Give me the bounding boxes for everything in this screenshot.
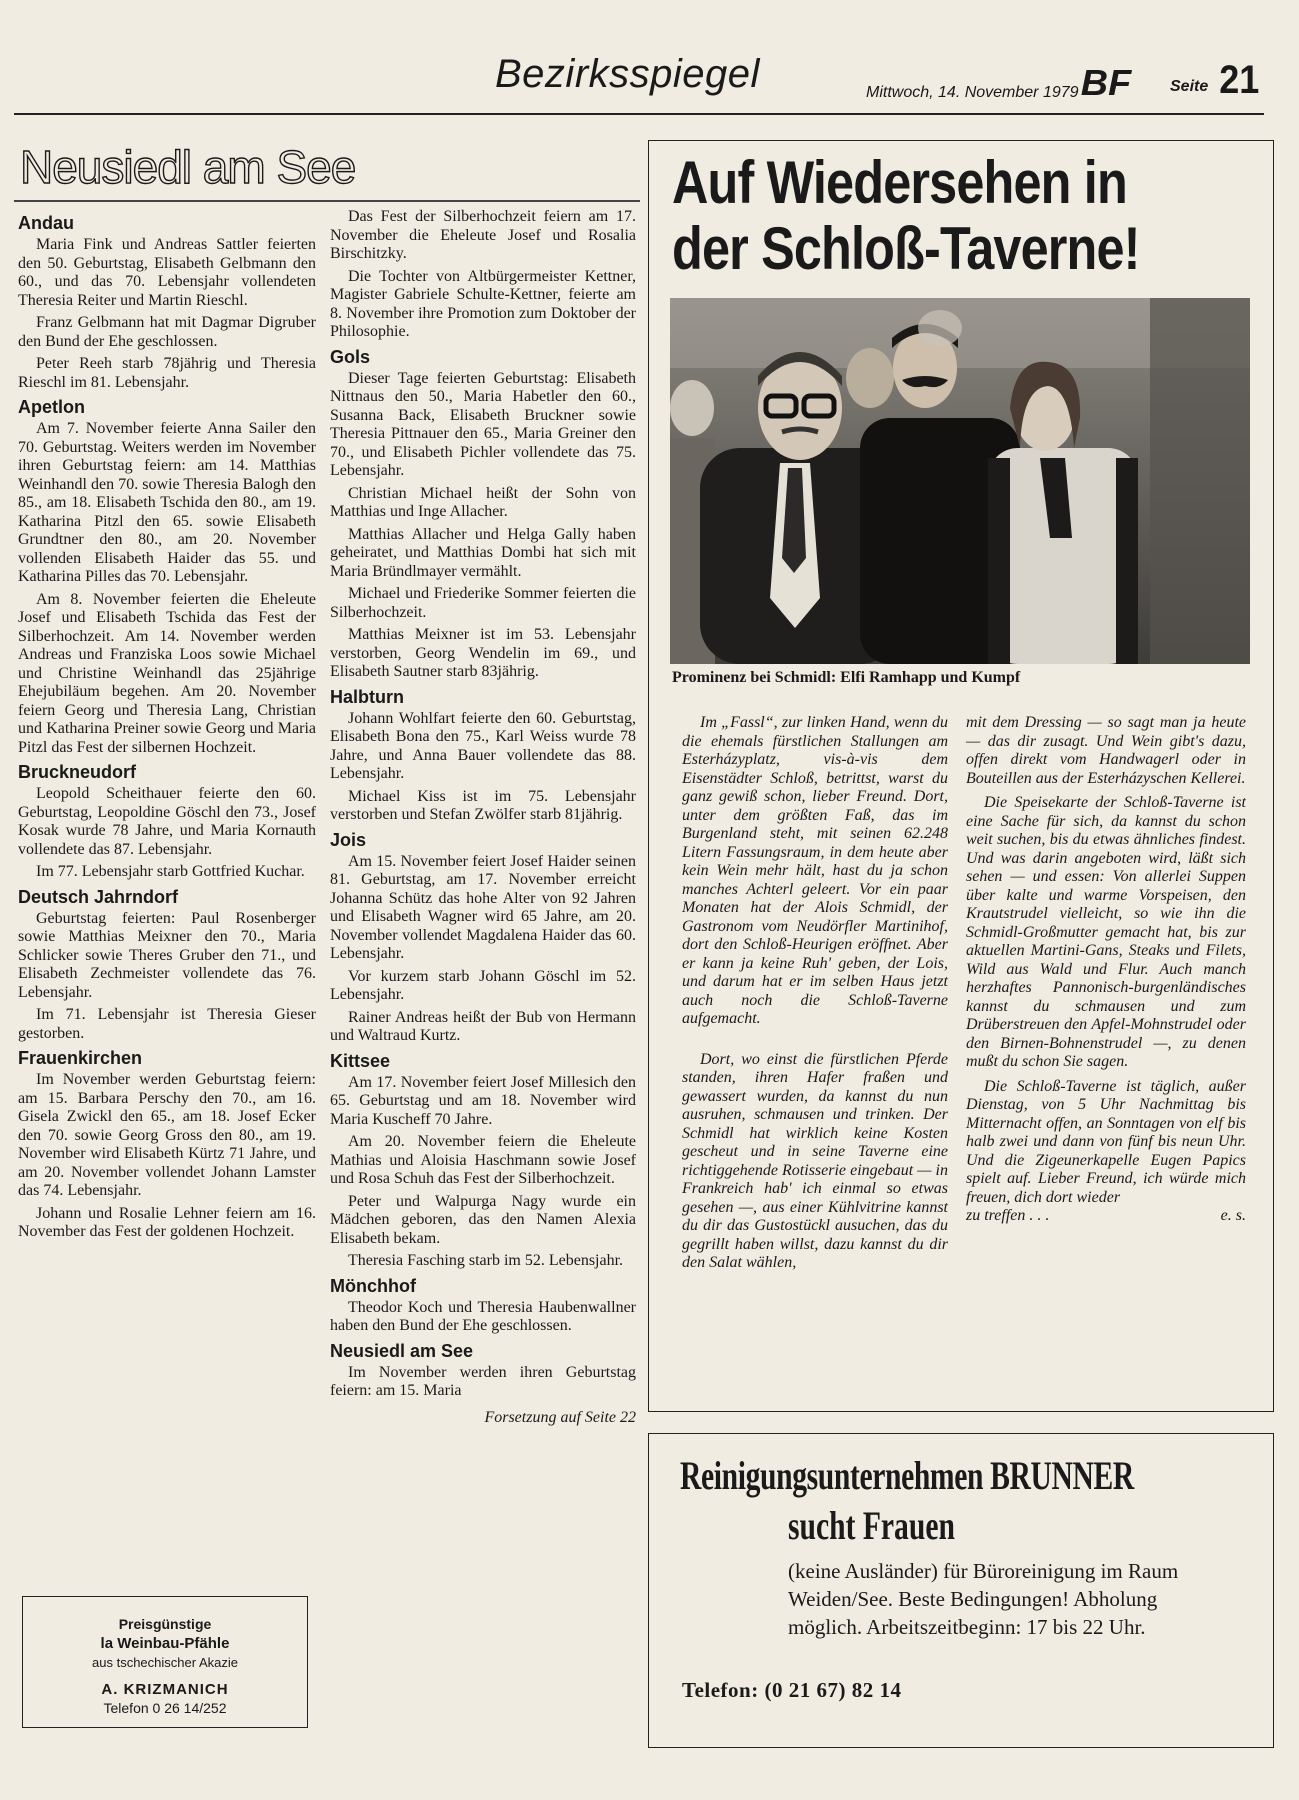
paragraph: Vor kurzem starb Johann Göschl im 52. Lebensjahr. (330, 967, 636, 1003)
news-column-1 (18, 208, 316, 1246)
heading-gols: Gols (330, 346, 371, 367)
paragraph: Am 20. November feiern die Eheleute Mathias und Aloisia Haschmann sowie Josef und Rosa Schuh das Fest der Silberhochzeit. (330, 1133, 636, 1187)
paragraph: Am 15. November feiert Josef Haider seinen 81. Geburtstag, am 17. November erreicht Johanna Schütz das hohe Alter von 92 Jahren und Elisabeth Wagner wird 65 Jahre, am 20. November vollendet Magdalena Haider das 60. Lebensjahr. (330, 852, 636, 962)
photo-caption: Prominenz bei Schmidl: Elfi Ramhapp und Kumpf (672, 669, 1021, 686)
paragraph: Matthias Meixner ist im 53. Lebensjahr verstorben, Georg Wendelin im 69., und Elisabeth Sautner starb 83jährig. (330, 626, 636, 680)
paragraph: Michael Kiss ist im 75. Lebensjahr verstorben und Stefan Zwölfer starb 81jährig. (330, 787, 636, 823)
ad-line: Preisgünstige (118, 1616, 212, 1632)
section-title: Neusiedl am See (20, 141, 356, 193)
author-signature: e. s. (1220, 1207, 1246, 1224)
paragraph: Leopold Scheithauer feierte den 60. Geburtstag, Leopoldine Göschl den 73., Josef Kosak wurde 78 Jahre, und Maria Kornauth vollendete das 87. Lebensjahr. (18, 785, 316, 858)
ad-phone: Telefon 0 26 14/252 (103, 1700, 227, 1716)
heading-frauenkirchen: Frauenkirchen (18, 1048, 143, 1068)
paragraph: Christian Michael heißt der Sohn von Matthias und Inge Allacher. (330, 484, 636, 520)
paragraph: Peter und Walpurga Nagy wurde ein Mädchen geboren, das den Namen Alexia Elisabeth bekam. (330, 1192, 636, 1247)
header-title: Bezirksspiegel (495, 52, 760, 96)
paragraph: Dieser Tage feierten Geburtstag: Elisabeth Nittnaus den 50., Maria Habetler den 60., Susanna Back, Elisabeth Bruckner sowie Theresia Pittnauer den 65., Maria Greiner den 70., und Elisabeth Pichler vollendete das 75. Lebensjahr. (330, 369, 636, 479)
ad-line: la Weinbau-Pfähle (100, 1635, 230, 1652)
paragraph: Am 7. November feierte Anna Sailer den 70. Geburtstag. Weiters werden im November ihren Geburtstag feiern: am 14. Matthias Weinhandl den 70. sowie Theresia Balogh den 85., am 18. Elisabeth Tschida den 80., am 19. Katharina Pitzl den 65. sowie Elisabeth Grundtner den 80., am 20. November vollenden Elisabeth Haider das 55. und Katharina Pilles das 70. Lebensjahr. (18, 420, 316, 585)
paragraph: Rainer Andreas heißt der Bub von Hermann und Waltraud Kurtz. (330, 1008, 636, 1044)
continuation-note: Forsetzung auf Seite 22 (484, 1408, 636, 1426)
paragraph: Dort, wo einst die fürstlichen Pferde standen, ihren Hafer fraßen und gewassert wurden, da kannst du nun ausruhen, schmausen und trinken. Der Schmidl hat wirklich keine Kosten gescheut und in seine Taverne eine richtiggehende Rotisserie eingebaut — in Frankreich hab' ich einmal so etwas gesehen —, aus einer Kühlvitrine kannst du dir das Gustostückl ausuchen, das du gegrillt haben willst, dazu kannst du dir den Salat wählen, (682, 1050, 948, 1271)
paragraph: Am 17. November feiert Josef Millesich den 65. Geburtstag und am 18. November wird Maria Kuscheff 70 Jahre. (330, 1073, 636, 1128)
paragraph: Theodor Koch und Theresia Haubenwallner haben den Bund der Ehe geschlossen. (330, 1298, 636, 1334)
heading-kittsee: Kittsee (330, 1050, 391, 1071)
paragraph: Franz Gelbmann hat mit Dagmar Digruber den Bund der Ehe geschlossen. (18, 314, 316, 350)
headline-line: Auf Wiedersehen in (672, 149, 1127, 216)
ad-headline: Reinigungsunternehmen BRUNNER (680, 1453, 1134, 1498)
paragraph: Die Tochter von Altbürgermeister Kettner, Magister Gabriele Schulte-Kettner, feierte am 8. November ihre Promotion zum Doktober der Philosophie. (330, 267, 636, 340)
heading-jois: Jois (330, 829, 367, 850)
paragraph: Die Schloß-Taverne ist täglich, außer Dienstag, von 5 Uhr Nachmittag bis Mitternacht offen, an Sonntagen von elf bis halb zwei und dann von fünf bis neun Uhr. Und die Zigeunerkapelle Eugen Papics spielt auf. Lieber Freund, ich würde mich freuen, dich dort wieder (966, 1077, 1246, 1206)
ad-line: aus tschechischer Akazie (92, 1655, 238, 1670)
header-date: Mittwoch, 14. November 1979 (866, 84, 1079, 101)
paragraph: Geburtstag feierten: Paul Rosenberger sowie Matthias Meixner den 70., Maria Schlicker sowie Theres Gruber den 71., und Elisabeth Zechmeister vollendete das 76. Lebensjahr. (18, 909, 316, 1001)
photo-illustration (670, 298, 1250, 664)
paragraph: Im 71. Lebensjahr ist Theresia Gieser gestorben. (18, 1006, 316, 1042)
feature-headline (672, 150, 1260, 282)
closing-line (966, 1207, 1246, 1226)
page-number: 21 (1219, 58, 1260, 102)
paragraph: Im November werden Geburtstag feiern: am 15. Barbara Perschy den 70., am 16. Gisela Zwickl den 65., am 18. Josef Ecker den 70. sowie Georg Gross den 80., am 19. November wird Elisabeth Kürtz 71 Jahre, und am 20. November vollendet Johann Lamster das 74. Lebensjahr. (18, 1071, 316, 1199)
heading-halbturn: Halbturn (330, 686, 404, 707)
paragraph: Matthias Allacher und Helga Gally haben geheiratet, und Matthias Dombi hat sich mit Maria Bründlmayer vermählt. (330, 525, 636, 580)
feature-column-2 (966, 714, 1246, 1226)
paragraph: Die Speisekarte der Schloß-Taverne ist eine Sache für sich, da kannst du schon weit suchen, bis du etwas ähnliches findest. Und was darin angeboten wird, läßt sich sehen — und essen: Von allerlei Suppen über kalte und warme Vorspeisen, den Krautstrudel vielleicht, so wie ihn die Schmidl-Großmutter gemacht hat, bis zur aktuellen Martini-Gans, Steaks und Filets, Wild aus Wald und Flur. Auch manch herzhaftes Pannonisch-burgenländisches kannst du schmausen und zum Drüberstreuen den Apfel-Mohnstrudel oder den Birnen-Bohnenstrudel —, zu denen mußt du schon Sie sagen. (966, 794, 1246, 1070)
paragraph: Im November werden ihren Geburtstag feiern: am 15. Maria (330, 1363, 636, 1399)
weinbau-ad (22, 1596, 308, 1728)
heading-bruckneudorf: Bruckneudorf (18, 762, 137, 782)
feature-column-1 (682, 714, 948, 1279)
paragraph: Peter Reeh starb 78jährig und Theresia Rieschl im 81. Lebensjahr. (18, 355, 316, 391)
paragraph: Johann Wohlfart feierte den 60. Geburtstag, Elisabeth Bona den 75., Karl Weiss wurde 78 Jahre, und Anna Bauer vollendete das 88. Lebensjahr. (330, 709, 636, 782)
heading-andau: Andau (18, 213, 74, 233)
heading-moenchhof: Mönchhof (330, 1275, 416, 1296)
paragraph: Im „Fassl“, zur linken Hand, wenn du die ehemals fürstlichen Stallungen am Esterházyplatz, vis-à-vis dem Eisenstädter Schloß, betrittst, warst du ganz gewiß schon, lieber Freund. Dort, unter dem größten Faß, das im Burgenland steht, mit seinen 62.248 Litern Fassungsraum, in dem heute aber kein Wein mehr hält, hast du ja schon manches Achterl geleert. Vor ein paar Monaten hat der Alois Schmidl, der Gastronom vom Neudörfler Martinihof, dort den Schloß-Heurigen eröffnet. Aber er kann ja keine Ruh' geben, der Lois, und darum hat er im selben Haus jetzt auch noch die Schloß-Taverne aufgemacht. (682, 714, 948, 1027)
page-label: Seite (1170, 78, 1209, 95)
closing-text: zu treffen . . . (966, 1207, 1050, 1224)
paragraph-gap (682, 1035, 948, 1051)
paragraph: Maria Fink und Andreas Sattler feierten den 50. Geburtstag, Elisabeth Gelbmann den 60., und das 70. Lebensjahr vollendeten Theresia Reiter und Martin Rieschl. (18, 236, 316, 309)
paper-logo: BF (1080, 62, 1132, 103)
news-column-2 (330, 208, 636, 1427)
paragraph: mit dem Dressing — so sagt man ja heute — das dir zusagt. Und Wein gibt's dazu, offen direkt vom Handwagerl oder in Bouteillen aus der Esterházyschen Kellerei. (966, 714, 1246, 787)
feature-photo (670, 298, 1250, 664)
heading-neusiedl: Neusiedl am See (330, 1340, 474, 1361)
headline-line: der Schloß-Taverne! (672, 215, 1140, 282)
ad-phone: Telefon: (0 21 67) 82 14 (682, 1678, 902, 1702)
heading-deutsch-jahrndorf: Deutsch Jahrndorf (18, 886, 179, 907)
paragraph: Das Fest der Silberhochzeit feiern am 17. November die Eheleute Josef und Rosalia Birschitzky. (330, 208, 636, 262)
ad-company: A. KRIZMANICH (101, 1681, 229, 1698)
paragraph: Michael und Friederike Sommer feierten die Silberhochzeit. (330, 585, 636, 621)
paragraph: Johann und Rosalie Lehner feiern am 16. November das Fest der goldenen Hochzeit. (18, 1204, 316, 1240)
section-rule (14, 200, 640, 202)
ad-body: (keine Ausländer) für Büroreinigung im Raum Weiden/See. Beste Bedingungen! Abholung möglich. Arbeitszeitbeginn: 17 bis 22 Uhr. (788, 1559, 1179, 1639)
heading-apetlon: Apetlon (18, 397, 85, 417)
paragraph: Am 8. November feierten die Eheleute Josef und Elisabeth Tschida das Fest der Silberhochzeit. Am 14. November werden Andreas und Franziska Loos sowie Michael und Christine Weinhandl das 25jährige Ehejubiläum begehen. Am 20. November feiern Georg und Theresia Lang, Christian und Katharina Preiner sowie Georg und Maria Pitzl das Fest der silbernen Hochzeit. (18, 590, 316, 756)
paragraph: Theresia Fasching starb im 52. Lebensjahr. (348, 1252, 624, 1269)
paragraph: Im 77. Lebensjahr starb Gottfried Kuchar. (36, 863, 305, 880)
header-rule (14, 113, 1264, 115)
ad-subheadline: sucht Frauen (788, 1503, 955, 1548)
